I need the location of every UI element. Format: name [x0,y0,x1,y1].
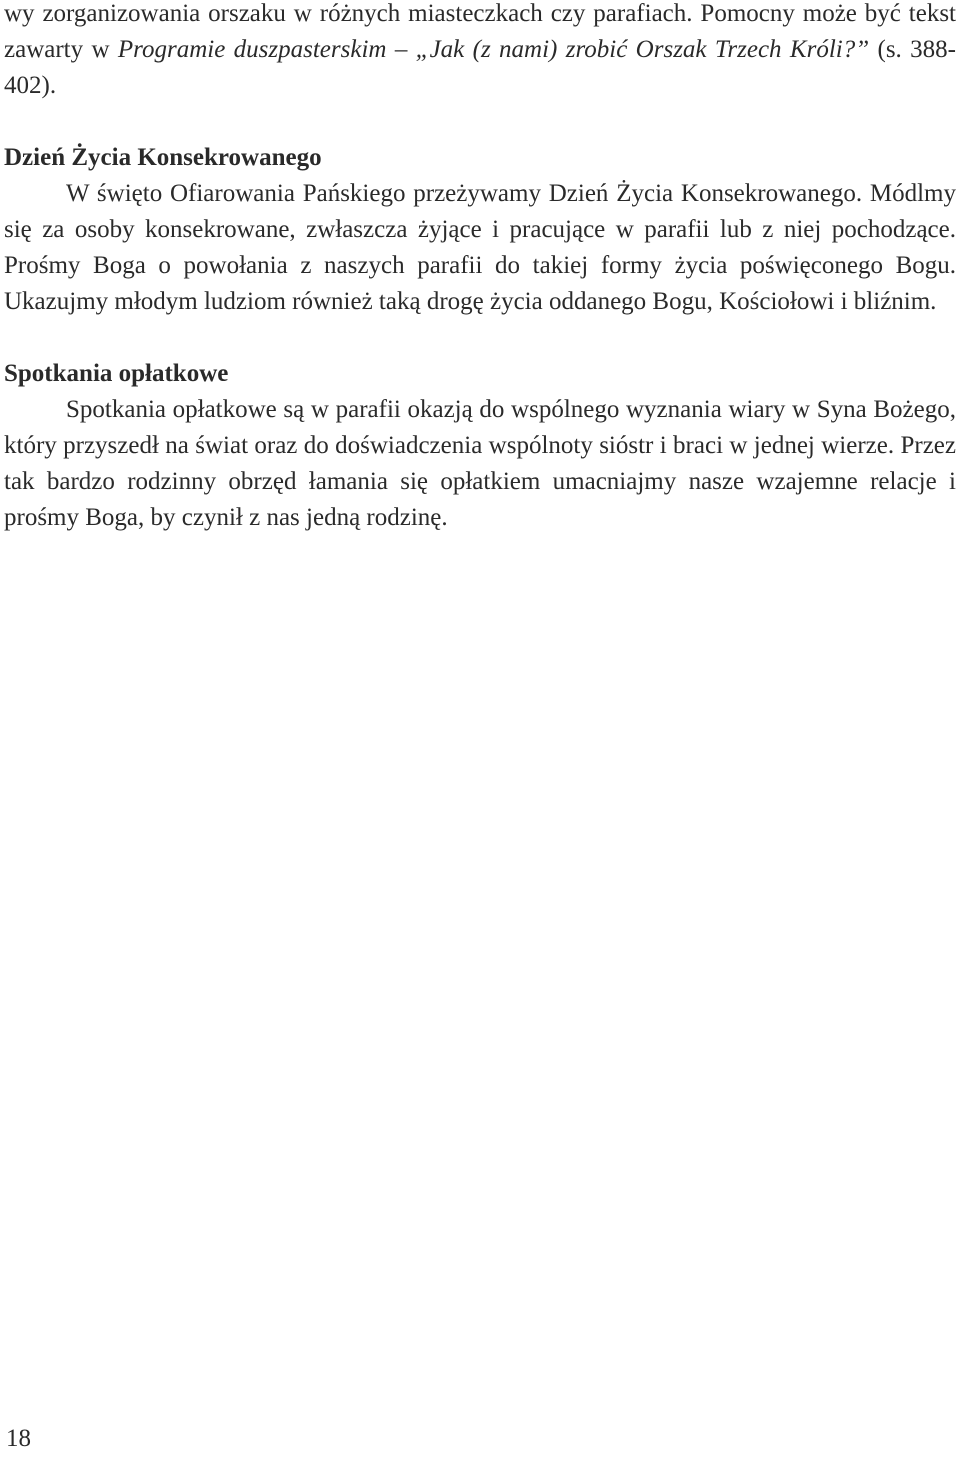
section-heading: Dzień Życia Konsekrowanego [4,144,322,171]
page-number: 18 [6,1425,31,1452]
intro-text-end: (s. 388-402). [4,36,956,99]
section-heading: Spotkania opłatkowe [4,360,229,387]
section-body: Spotkania opłatkowe są w parafii okazją do wspólnego wyznania wiary w Syna Bożego, który przyszedł na świat oraz do doświadczenia wspólnoty sióstr i braci w jednej wierze. Przez tak bardzo rodzinny obrzęd łamania się opłatkiem umacniajmy nasze wzajemne relacje i prośmy Boga, by czynił z nas jedną rodzinę. [4,396,956,531]
intro-paragraph [4,0,956,104]
intro-text-start: wy zorganizowania orszaku w różnych miasteczkach czy parafiach. Pomocny może być tekst zawarty w [4,0,956,63]
section-wafer-meetings [4,356,956,536]
section-consecrated-life [4,140,956,320]
section-body: W święto Ofiarowania Pańskiego przeżywamy Dzień Życia Konsekrowanego. Módlmy się za osoby konsekrowane, zwłaszcza żyjące i pracujące w parafii lub z niej pochodzące. Prośmy Boga o powołania z naszych parafii do takiej formy życia poświęconego Bogu. Ukazujmy młodym ludziom również taką drogę życia oddanego Bogu, Kościołowi i bliźnim. [4,180,956,315]
program-title: Programie duszpasterskim – „Jak (z nami) zrobić Orszak Trzech Króli?” [117,36,870,63]
document-page [4,0,956,536]
